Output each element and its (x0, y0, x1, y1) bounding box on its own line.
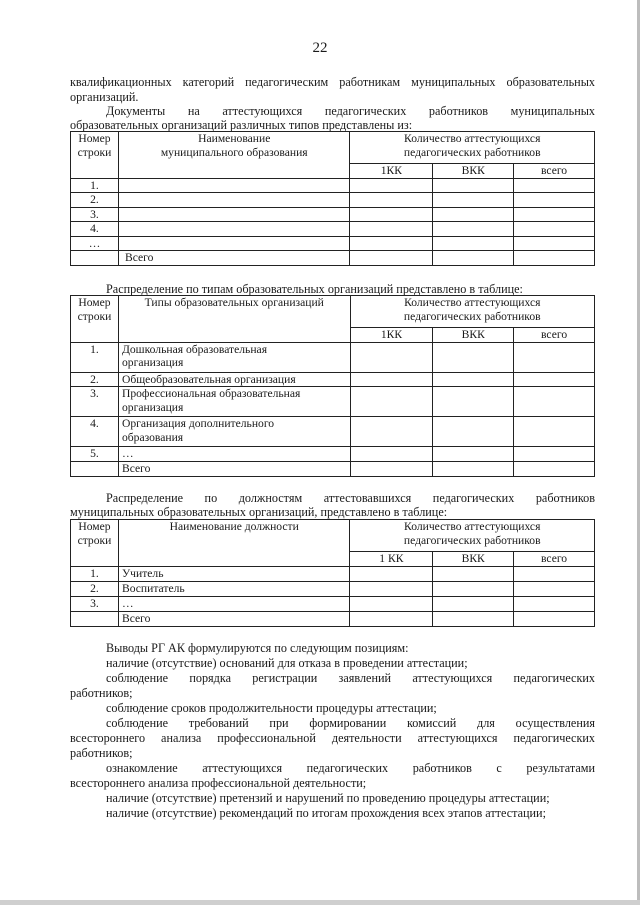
header-count: Количество аттестующихся педагогических работников (350, 520, 595, 552)
table-row: 4. Организация дополнительного образования (71, 417, 595, 447)
paragraph-types: Распределение по типам образовательных организаций представлено в таблице: (106, 282, 523, 296)
header-1kk: 1КК (350, 164, 433, 179)
header-municipality: Наименование муниципального образования (118, 132, 350, 179)
conclusion-item: ознакомление аттестующихся педагогических работников с результатами (106, 761, 595, 775)
page-number: 22 (312, 40, 328, 56)
intro-line-2: организаций. (70, 90, 139, 104)
header-number: Номер строки (71, 132, 119, 179)
page-edge-bottom (0, 900, 640, 905)
table-row: … (71, 236, 595, 251)
conclusion-item: соблюдение требований при формировании комиссий для осуществления (106, 716, 595, 730)
header-vkk: ВКК (433, 328, 514, 343)
table-total-row: Всего (71, 461, 595, 476)
table-total-row: Всего (71, 611, 595, 626)
table-row: 1. Учитель (71, 566, 595, 581)
conclusion-item: соблюдение порядка регистрации заявлений аттестующихся педагогических (106, 671, 595, 685)
table-total-row: Всего (71, 251, 595, 266)
header-org-types: Типы образовательных организаций (118, 296, 350, 343)
header-total: всего (514, 552, 595, 567)
header-position-name: Наименование должности (118, 520, 350, 567)
table-row: 1. Дошкольная образовательная организация (71, 342, 595, 372)
conclusion-item-continued: работников; (70, 686, 133, 700)
intro-line-1: квалификационных категорий педагогическим работникам муниципальных образовательных (70, 75, 595, 89)
table-row: 1. (71, 178, 595, 193)
table-row: 2. Воспитатель (71, 581, 595, 596)
table-positions (70, 519, 595, 627)
table-row: 3. … (71, 596, 595, 611)
table-row: 2. Общеобразовательная организация (71, 372, 595, 387)
header-vkk: ВКК (433, 552, 514, 567)
table-row: 3. Профессиональная образовательная организация (71, 387, 595, 417)
conclusion-item: соблюдение сроков продолжительности процедуры аттестации; (106, 701, 437, 715)
header-1kk: 1 КК (350, 552, 433, 567)
intro-line-3: Документы на аттестующихся педагогических работников муниципальных (106, 104, 595, 118)
header-number: Номер строки (71, 520, 119, 567)
conclusion-item: наличие (отсутствие) рекомендаций по итогам прохождения всех этапов аттестации; (106, 806, 546, 820)
table-header-row (71, 132, 595, 164)
header-vkk: ВКК (433, 164, 514, 179)
table-organization-types (70, 295, 595, 477)
header-number: Номер строки (71, 296, 119, 343)
header-total: всего (514, 328, 595, 343)
intro-line-4: образовательных организаций различных типов представлены из: (70, 118, 413, 132)
header-count: Количество аттестующихся педагогических работников (350, 132, 595, 164)
conclusion-item: наличие (отсутствие) оснований для отказа в проведении аттестации; (106, 656, 468, 670)
table-row: 4. (71, 222, 595, 237)
header-1kk: 1КК (350, 328, 433, 343)
conclusion-item-continued: всестороннего анализа профессиональной деятельности; (70, 776, 367, 790)
header-count: Количество аттестующихся педагогических работников (350, 296, 594, 328)
conclusion-item-continued: всестороннего анализа профессиональной деятельности аттестующихся педагогических (70, 731, 595, 745)
conclusion-item: наличие (отсутствие) претензий и нарушений по проведению процедуры аттестации; (106, 791, 550, 805)
table-row: 2. (71, 193, 595, 208)
conclusions-heading: Выводы РГ АК формулируются по следующим позициям: (106, 641, 409, 655)
table-municipalities (70, 131, 595, 266)
table-row: 3. (71, 207, 595, 222)
paragraph-positions-1: Распределение по должностям аттестовавшихся педагогических работников (106, 491, 595, 505)
paragraph-positions-2: муниципальных образовательных организаций, представлено в таблице: (70, 505, 448, 519)
header-total: всего (514, 164, 595, 179)
table-row: 5. … (71, 447, 595, 462)
conclusion-item-continued: работников; (70, 746, 133, 760)
